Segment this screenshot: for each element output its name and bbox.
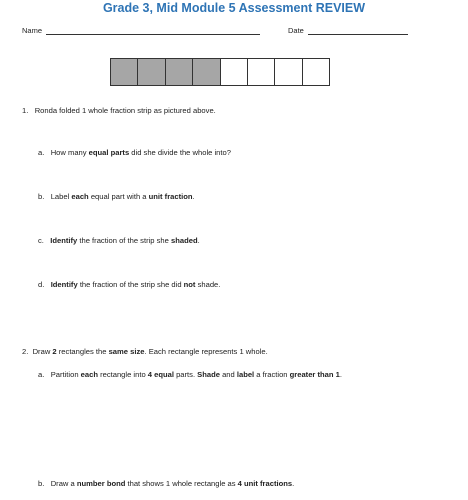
item-letter: a.: [38, 148, 45, 157]
text-part: .: [339, 370, 342, 379]
strip-part-shaded: [193, 59, 220, 85]
strip-part-unshaded: [248, 59, 275, 85]
question-1: [22, 106, 216, 115]
strip-part-shaded: [111, 59, 138, 85]
strip-part-shaded: [166, 59, 193, 85]
text-part: a fraction: [254, 370, 290, 379]
bold-text: shaded: [171, 236, 198, 245]
bold-text: equal parts: [88, 148, 130, 157]
text-part: the fraction of the strip she: [77, 236, 171, 245]
question-1d: [38, 280, 220, 289]
text-part: .: [292, 479, 295, 488]
text-part: . Each rectangle represents 1 whole.: [144, 347, 268, 356]
strip-part-unshaded: [303, 59, 329, 85]
bold-text: Shade: [197, 370, 220, 379]
text-part: Label: [50, 192, 72, 201]
bold-text: unit fraction: [148, 192, 193, 201]
bold-text: not: [183, 280, 196, 289]
item-letter: b.: [38, 192, 45, 201]
item-letter: b.: [38, 479, 45, 488]
question-2a: [38, 370, 342, 379]
text-part: rectangles the: [56, 347, 109, 356]
fraction-strip: [110, 58, 330, 86]
bold-text: same size: [108, 347, 145, 356]
text-part: .: [197, 236, 200, 245]
question-2: [22, 347, 268, 356]
strip-part-unshaded: [221, 59, 248, 85]
bold-text: 4 unit fractions: [237, 479, 293, 488]
bold-text: each: [80, 370, 98, 379]
text-part: did she divide the whole into?: [129, 148, 231, 157]
text-part: Draw a: [50, 479, 77, 488]
bold-text: each: [71, 192, 89, 201]
date-label: Date: [288, 26, 304, 35]
text-part: the fraction of the strip she did: [77, 280, 184, 289]
text-part: that shows 1 whole rectangle as: [125, 479, 238, 488]
question-number: 2.: [22, 347, 29, 356]
question-text: Ronda folded 1 whole fraction strip as pictured above.: [34, 106, 216, 115]
text-part: How many: [50, 148, 89, 157]
bold-text: 2: [52, 347, 57, 356]
question-1a: [38, 148, 231, 157]
date-line[interactable]: [308, 34, 408, 35]
question-1c: [38, 236, 200, 245]
bold-text: Identify: [50, 280, 78, 289]
strip-part-shaded: [138, 59, 165, 85]
text-part: parts.: [173, 370, 198, 379]
text-part: and: [219, 370, 237, 379]
question-1b: [38, 192, 195, 201]
bold-text: greater than 1: [289, 370, 340, 379]
page-title: Grade 3, Mid Module 5 Assessment REVIEW: [102, 1, 366, 15]
text-part: shade.: [195, 280, 221, 289]
text-part: Partition: [50, 370, 81, 379]
text-part: rectangle into: [97, 370, 148, 379]
item-letter: a.: [38, 370, 45, 379]
name-label: Name: [22, 26, 43, 35]
strip-part-unshaded: [275, 59, 302, 85]
bold-text: 4 equal: [147, 370, 174, 379]
text-part: .: [192, 192, 195, 201]
bold-text: number bond: [76, 479, 126, 488]
question-number: 1.: [22, 106, 29, 115]
name-line[interactable]: [46, 34, 260, 35]
bold-text: label: [236, 370, 255, 379]
text-part: Draw: [32, 347, 53, 356]
text-part: equal part with a: [88, 192, 149, 201]
bold-text: Identify: [50, 236, 78, 245]
item-letter: d.: [38, 280, 45, 289]
item-letter: c.: [38, 236, 44, 245]
question-2b: [38, 479, 294, 488]
